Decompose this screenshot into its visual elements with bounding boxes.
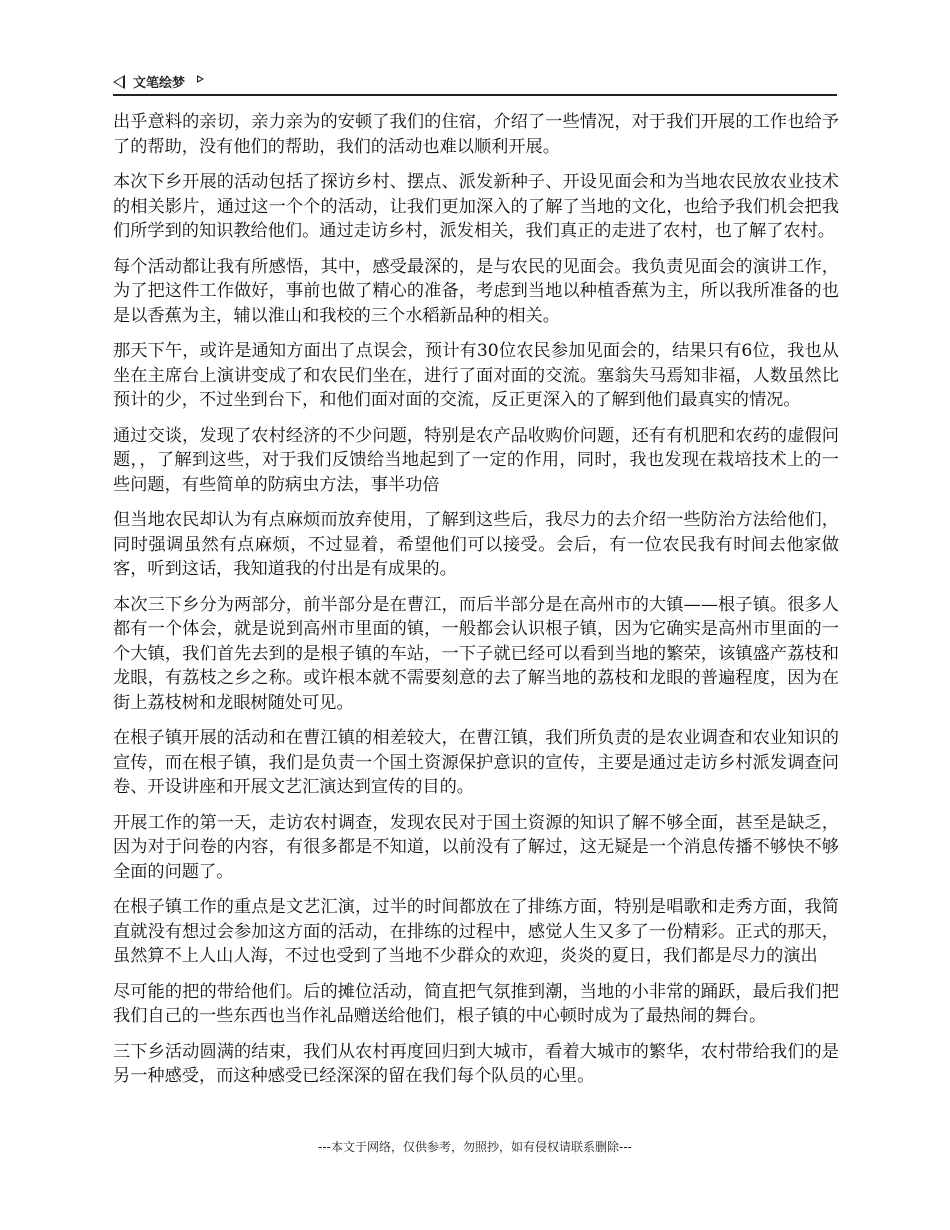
- paragraph-6: 但当地农民却认为有点麻烦而放弃使用，了解到这些后，我尽力的去介绍一些防治方法给他们，同时强调虽然有点麻烦，不过显着，希望他们可以接受。会后，有一位农民我有时间去他家做客，听到这话，我知道我的付出是有成果的。: [113, 510, 839, 579]
- paragraph-12: 三下乡活动圆满的结束，我们从农村再度回归到大城市，看着大城市的繁华，农村带给我们的是另一种感受，而这种感受已经深深的留在我们每个队员的心里。: [113, 1041, 839, 1086]
- paragraph-8: 在根子镇开展的活动和在曹江镇的相差较大，在曹江镇，我们所负责的是农业调查和农业知识的宣传，而在根子镇，我们是负责一个国土资源保护意识的宣传，主要是通过走访乡村派发调查问卷、开设讲座和开展文艺汇演达到宣传的目的。: [113, 728, 839, 797]
- left-triangle-icon: [113, 75, 125, 89]
- brand: [113, 72, 204, 91]
- paragraph-7: 本次三下乡分为两部分，前半部分是在曹江，而后半部分是在高州市的大镇——根子镇。很多人都有一个体会，就是说到高州市里面的镇，一般都会认识根子镇，因为它确实是高州市里面的一个大镇，我们首先去到的是根子镇的车站，一下子就已经可以看到当地的繁荣，该镇盛产荔枝和龙眼，有荔枝之乡之称。或许根本就不需要刻意的去了解当地的荔枝和龙眼的普遍程度，因为在街上荔枝树和龙眼树随处可见。: [113, 594, 839, 713]
- header-title: 文笔绘梦: [133, 76, 186, 91]
- paragraph-4: 那天下午，或许是通知方面出了点误会，预计有30位农民参加见面会的，结果只有6位，我也从坐在主席台上演讲变成了和农民们坐在，进行了面对面的交流。塞翁失马焉知非福，人数虽然比预计的少，不过坐到台下，和他们面对面的交流，反正更深入的了解到他们最真实的情况。: [113, 341, 839, 410]
- document-body: [113, 110, 839, 1100]
- footer-disclaimer: ---本文于网络，仅供参考，勿照抄，如有侵权请联系删除---: [318, 1140, 632, 1154]
- right-triangle-icon: [197, 75, 204, 83]
- paragraph-1: 出乎意料的亲切，亲力亲为的安顿了我们的住宿，介绍了一些情况，对于我们开展的工作也给予了的帮助，没有他们的帮助，我们的活动也难以顺利开展。: [113, 112, 839, 157]
- paragraph-5: 通过交谈，发现了农村经济的不少问题，特别是农产品收购价问题，还有有机肥和农药的虚假问题，，了解到这些，对于我们反馈给当地起到了一定的作用，同时，我也发现在栽培技术上的一些问题，有些简单的防病虫方法，事半功倍: [113, 425, 839, 495]
- paragraph-9: 开展工作的第一天，走访农村调查，发现农民对于国土资源的知识了解不够全面，甚至是缺乏，因为对于问卷的内容，有很多都是不知道，以前没有了解过，这无疑是一个消息传播不够快不够全面的问题了。: [113, 812, 839, 882]
- paragraph-10: 在根子镇工作的重点是文艺汇演，过半的时间都放在了排练方面，特别是唱歌和走秀方面，我简直就没有想过会参加这方面的活动，在排练的过程中，感觉人生又多了一份精彩。正式的那天，虽然算不上人山人海，不过也受到了当地不少群众的欢迎，炎炎的夏日，我们都是尽力的演出: [113, 897, 839, 966]
- paragraph-3: 每个活动都让我有所感悟，其中，感受最深的，是与农民的见面会。我负责见面会的演讲工作，为了把这件工作做好，事前也做了精心的准备，考虑到当地以种植香蕉为主，所以我所准备的也是以香蕉为主，辅以淮山和我校的三个水稻新品种的相关。: [113, 256, 839, 326]
- paragraph-2: 本次下乡开展的活动包括了探访乡村、摆点、派发新种子、开设见面会和为当地农民放农业技术的相关影片，通过这一个个的活动，让我们更加深入的了解了当地的文化，也给予我们机会把我们所学到的知识教给他们。通过走访乡村，派发相关，我们真正的走进了农村，也了解了农村。: [113, 172, 839, 241]
- paragraph-11: 尽可能的把的带给他们。后的摊位活动，简直把气氛推到潮，当地的小非常的踊跃，最后我们把我们自己的一些东西也当作礼品赠送给他们，根子镇的中心顿时成为了最热闹的舞台。: [113, 981, 839, 1026]
- page-header: [113, 70, 837, 96]
